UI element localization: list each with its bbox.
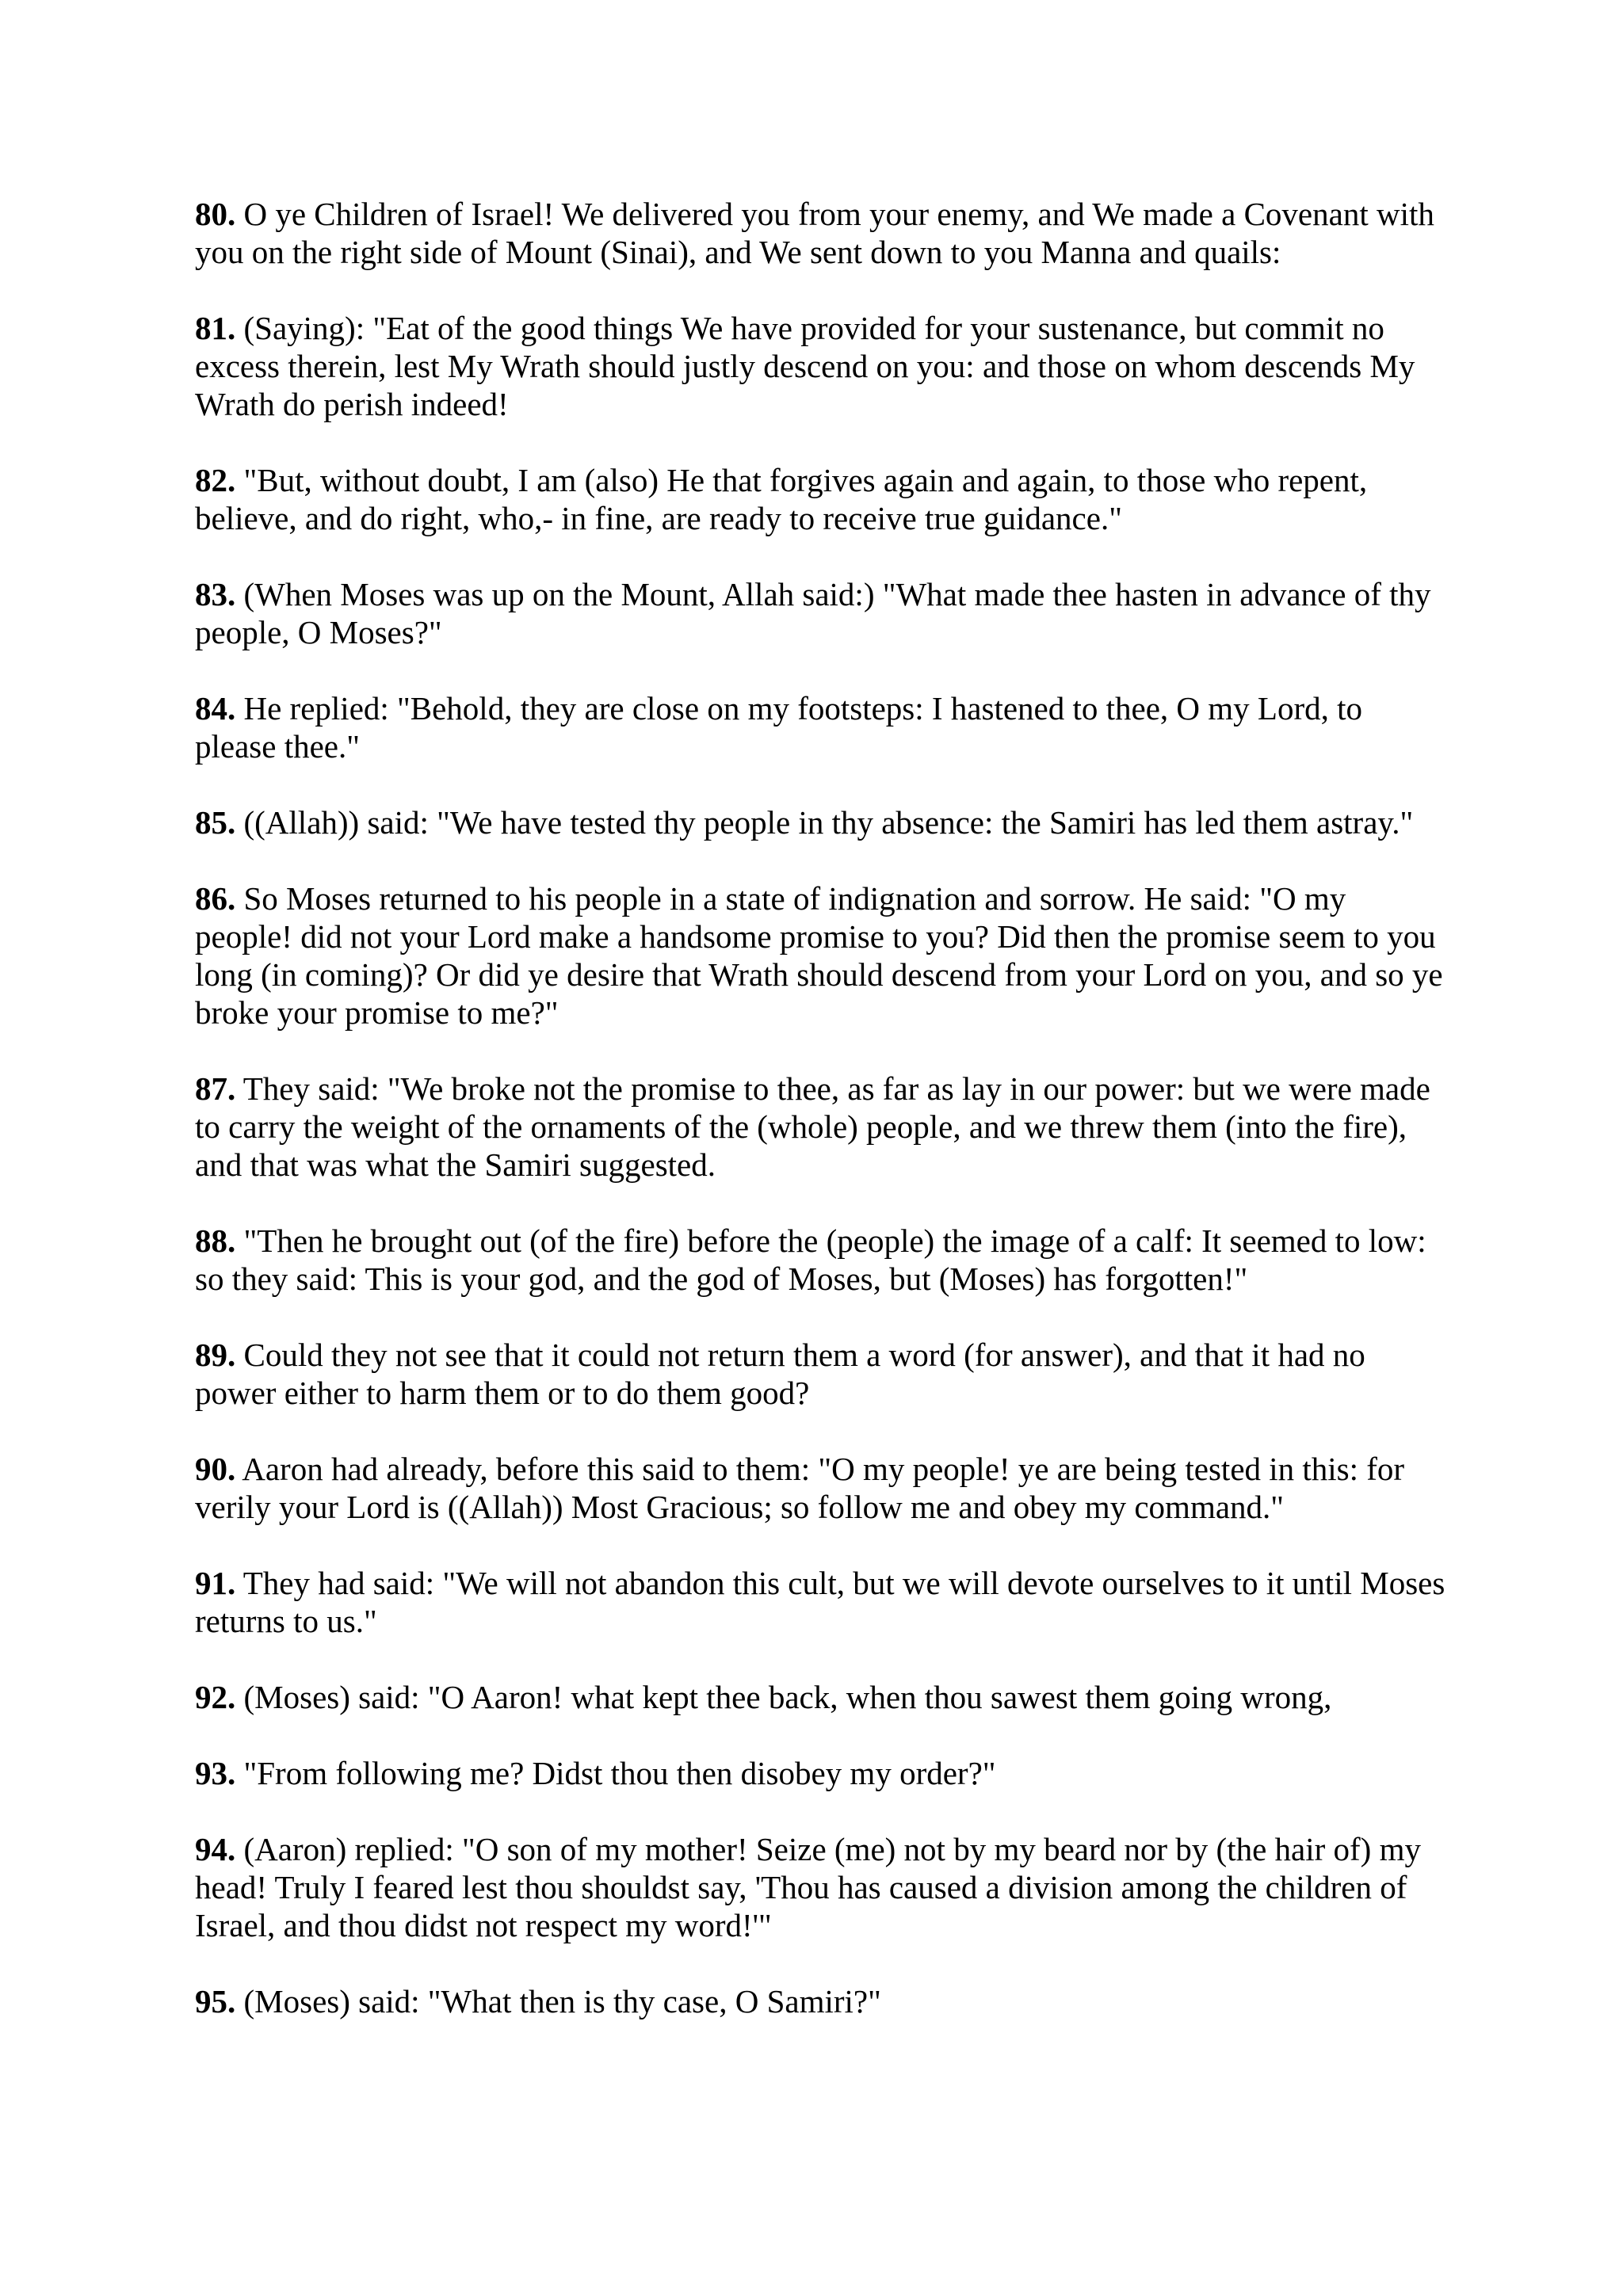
verse-number: 80. [195, 196, 236, 232]
verse-text: "But, without doubt, I am (also) He that forgives again and again, to those who repent, believe, and do right, who,- in fine, are ready to receive true guidance." [195, 462, 1368, 536]
verse-text: They said: "We broke not the promise to thee, as far as lay in our power: but we were made to carry the weight of the ornaments of the (whole) people, and we threw them (into the fire), and that was what the Samiri suggested. [195, 1070, 1430, 1183]
verse-number: 89. [195, 1337, 236, 1373]
verse-text: "From following me? Didst thou then disobey my order?" [235, 1755, 996, 1791]
verse-text: Aaron had already, before this said to them: "O my people! ye are being tested in this: for verily your Lord is ((Allah)) Most Gracious; so follow me and obey my command." [195, 1451, 1405, 1525]
verse-82 [195, 461, 1447, 537]
verse-87 [195, 1070, 1447, 1184]
document-page [195, 195, 1447, 2058]
verse-number: 92. [195, 1679, 236, 1715]
verse-92 [195, 1678, 1447, 1716]
verse-number: 86. [195, 880, 236, 917]
verse-number: 91. [195, 1565, 236, 1601]
verse-text: They had said: "We will not abandon this cult, but we will devote ourselves to it until Moses returns to us." [195, 1565, 1445, 1639]
verse-number: 95. [195, 1983, 236, 2019]
verse-text: So Moses returned to his people in a state of indignation and sorrow. He said: "O my people! did not your Lord make a handsome promise to you? Did then the promise seem to you long (in coming)? Or did ye desire that Wrath should descend from your Lord on you, and so ye broke your promise to me?" [195, 880, 1443, 1031]
verse-89 [195, 1336, 1447, 1412]
verse-text: (When Moses was up on the Mount, Allah said:) "What made thee hasten in advance of thy people, O Moses?" [195, 576, 1431, 650]
verse-text: ((Allah)) said: "We have tested thy people in thy absence: the Samiri has led them astray." [235, 804, 1414, 841]
verse-81 [195, 309, 1447, 423]
verse-number: 85. [195, 804, 236, 841]
verse-95 [195, 1982, 1447, 2020]
verse-85 [195, 803, 1447, 841]
verse-text: (Aaron) replied: "O son of my mother! Seize (me) not by my beard nor by (the hair of) my head! Truly I feared lest thou shouldst say, 'Thou has caused a division among the children of Israel, and thou didst not respect my word!'" [195, 1831, 1421, 1943]
verse-text: "Then he brought out (of the fire) before the (people) the image of a calf: It seemed to low: so they said: This is your god, and the god of Moses, but (Moses) has forgotten!" [195, 1222, 1426, 1297]
verse-number: 90. [195, 1451, 236, 1487]
verse-91 [195, 1564, 1447, 1640]
verse-number: 82. [195, 462, 236, 498]
verse-text: (Moses) said: "O Aaron! what kept thee back, when thou sawest them going wrong, [235, 1679, 1332, 1715]
verse-90 [195, 1450, 1447, 1526]
verse-text: (Moses) said: "What then is thy case, O Samiri?" [235, 1983, 881, 2019]
verse-number: 84. [195, 690, 236, 727]
verse-94 [195, 1830, 1447, 1944]
verse-83 [195, 575, 1447, 651]
verse-text: He replied: "Behold, they are close on my footsteps: I hastened to thee, O my Lord, to please thee." [195, 690, 1363, 765]
verse-number: 94. [195, 1831, 236, 1867]
verse-text: O ye Children of Israel! We delivered you from your enemy, and We made a Covenant with you on the right side of Mount (Sinai), and We sent down to you Manna and quails: [195, 196, 1434, 270]
verse-text: Could they not see that it could not return them a word (for answer), and that it had no power either to harm them or to do them good? [195, 1337, 1365, 1411]
verse-number: 81. [195, 310, 236, 346]
verse-number: 83. [195, 576, 236, 612]
verse-text: (Saying): "Eat of the good things We have provided for your sustenance, but commit no excess therein, lest My Wrath should justly descend on you: and those on whom descends My Wrath do perish indeed! [195, 310, 1415, 422]
verse-number: 93. [195, 1755, 236, 1791]
verse-number: 88. [195, 1222, 236, 1259]
verse-86 [195, 879, 1447, 1032]
verse-93 [195, 1754, 1447, 1792]
verse-84 [195, 689, 1447, 765]
verse-88 [195, 1222, 1447, 1298]
verse-number: 87. [195, 1070, 236, 1107]
verse-80 [195, 195, 1447, 271]
